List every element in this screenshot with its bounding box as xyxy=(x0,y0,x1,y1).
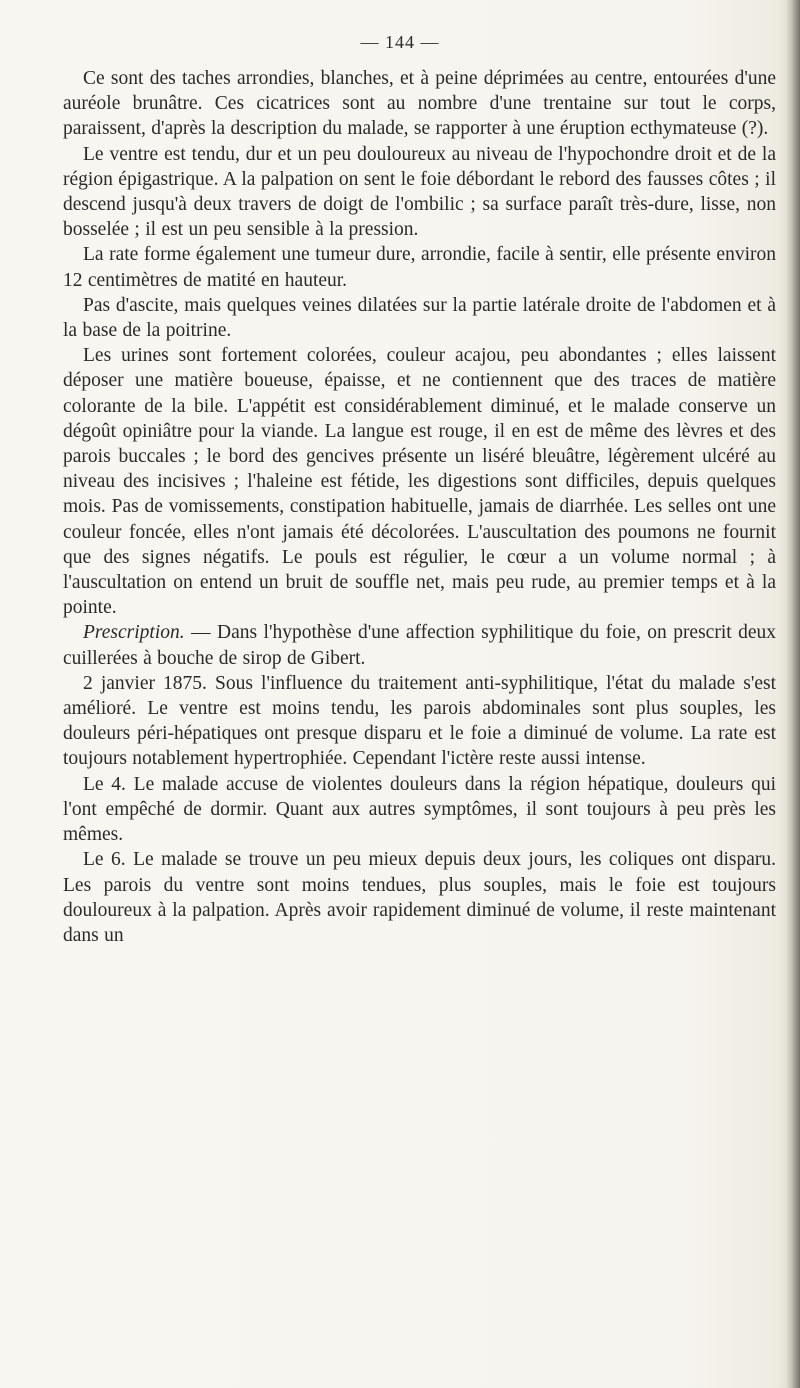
paragraph-spleen: La rate forme également une tumeur dure, arrondie, facile à sentir, elle présente environ 12 centimètres de matité en hauteur. xyxy=(63,244,776,291)
paragraph-prescription xyxy=(63,620,776,670)
paragraph-scars: Ce sont des taches arrondies, blanches, et à peine déprimées au centre, entourées d'une auréole brunâtre. Ces cicatrices sont au nombre d'une trentaine sur tout le corps, paraissent, d'après la description du malade, se rapporter à une éruption ecthymateuse (?). xyxy=(63,68,776,140)
paragraph-urine-digestion: Les urines sont fortement colorées, couleur acajou, peu abondantes ; elles laissent déposer une matière boueuse, épaisse, et ne contiennent que des traces de matière colorante de la bile. L'appétit est considérablement diminué, et le malade conserve un dégoût opiniâtre pour la viande. La langue est rouge, il en est de même des lèvres et des parois buccales ; le bord des gencives présente un liséré bleuâtre, légèrement ulcéré au niveau des incisives ; l'haleine est fétide, les digestions sont difficiles, depuis quelques mois. Pas de vomissements, constipation habituelle, jamais de diarrhée. Les selles ont une couleur foncée, elles n'ont jamais été décolorées. L'auscultation des poumons ne fournit que des signes négatifs. Le pouls est régulier, le cœur a un volume normal ; à l'auscultation on entend un bruit de souffle net, mais peu rude, au premier temps et à la pointe. xyxy=(63,345,776,619)
paragraph-day-4: Le 4. Le malade accuse de violentes douleurs dans la région hépatique, douleurs qui l'ont empêché de dormir. Quant aux autres symptômes, il sont toujours à peu près les mêmes. xyxy=(63,773,776,846)
paragraph-day-6: Le 6. Le malade se trouve un peu mieux depuis deux jours, les coliques ont disparu. Les parois du ventre sont moins tendues, plus souples, mais le foie est toujours douloureux à la palpation. Après avoir rapidement diminué de volume, il reste maintenant dans un xyxy=(63,849,776,946)
prescription-label: Prescription. xyxy=(83,622,185,644)
prescription-text: — Dans l'hypothèse d'une affection syphilitique du foie, on prescrit deux cuillerées à bouche de sirop de Gibert. xyxy=(63,622,776,669)
page-number: — 144 — xyxy=(360,32,440,52)
body-text xyxy=(63,66,776,948)
paragraph-ascites: Pas d'ascite, mais quelques veines dilatées sur la partie latérale droite de l'abdomen et à la base de la poitrine. xyxy=(63,294,776,342)
page-edge-shadow xyxy=(786,0,800,1388)
paragraph-abdomen-liver: Le ventre est tendu, dur et un peu douloureux au niveau de l'hypochondre droit et de la région épigastrique. A la palpation on sent le foie débordant le rebord des fausses côtes ; il descend jusqu'à deux travers de doigt de l'ombilic ; sa surface paraît très-dure, lisse, non bosselée ; il est un peu sensible à la pression. xyxy=(63,143,776,241)
paragraph-january-2: 2 janvier 1875. Sous l'influence du traitement anti-syphilitique, l'état du malade s'est amélioré. Le ventre est moins tendu, les parois abdominales sont plus souples, les douleurs péri-hépatiques ont presque disparu et le foie a diminué de volume. La rate est toujours notablement hypertrophiée. Cependant l'ictère reste aussi intense. xyxy=(63,672,776,770)
